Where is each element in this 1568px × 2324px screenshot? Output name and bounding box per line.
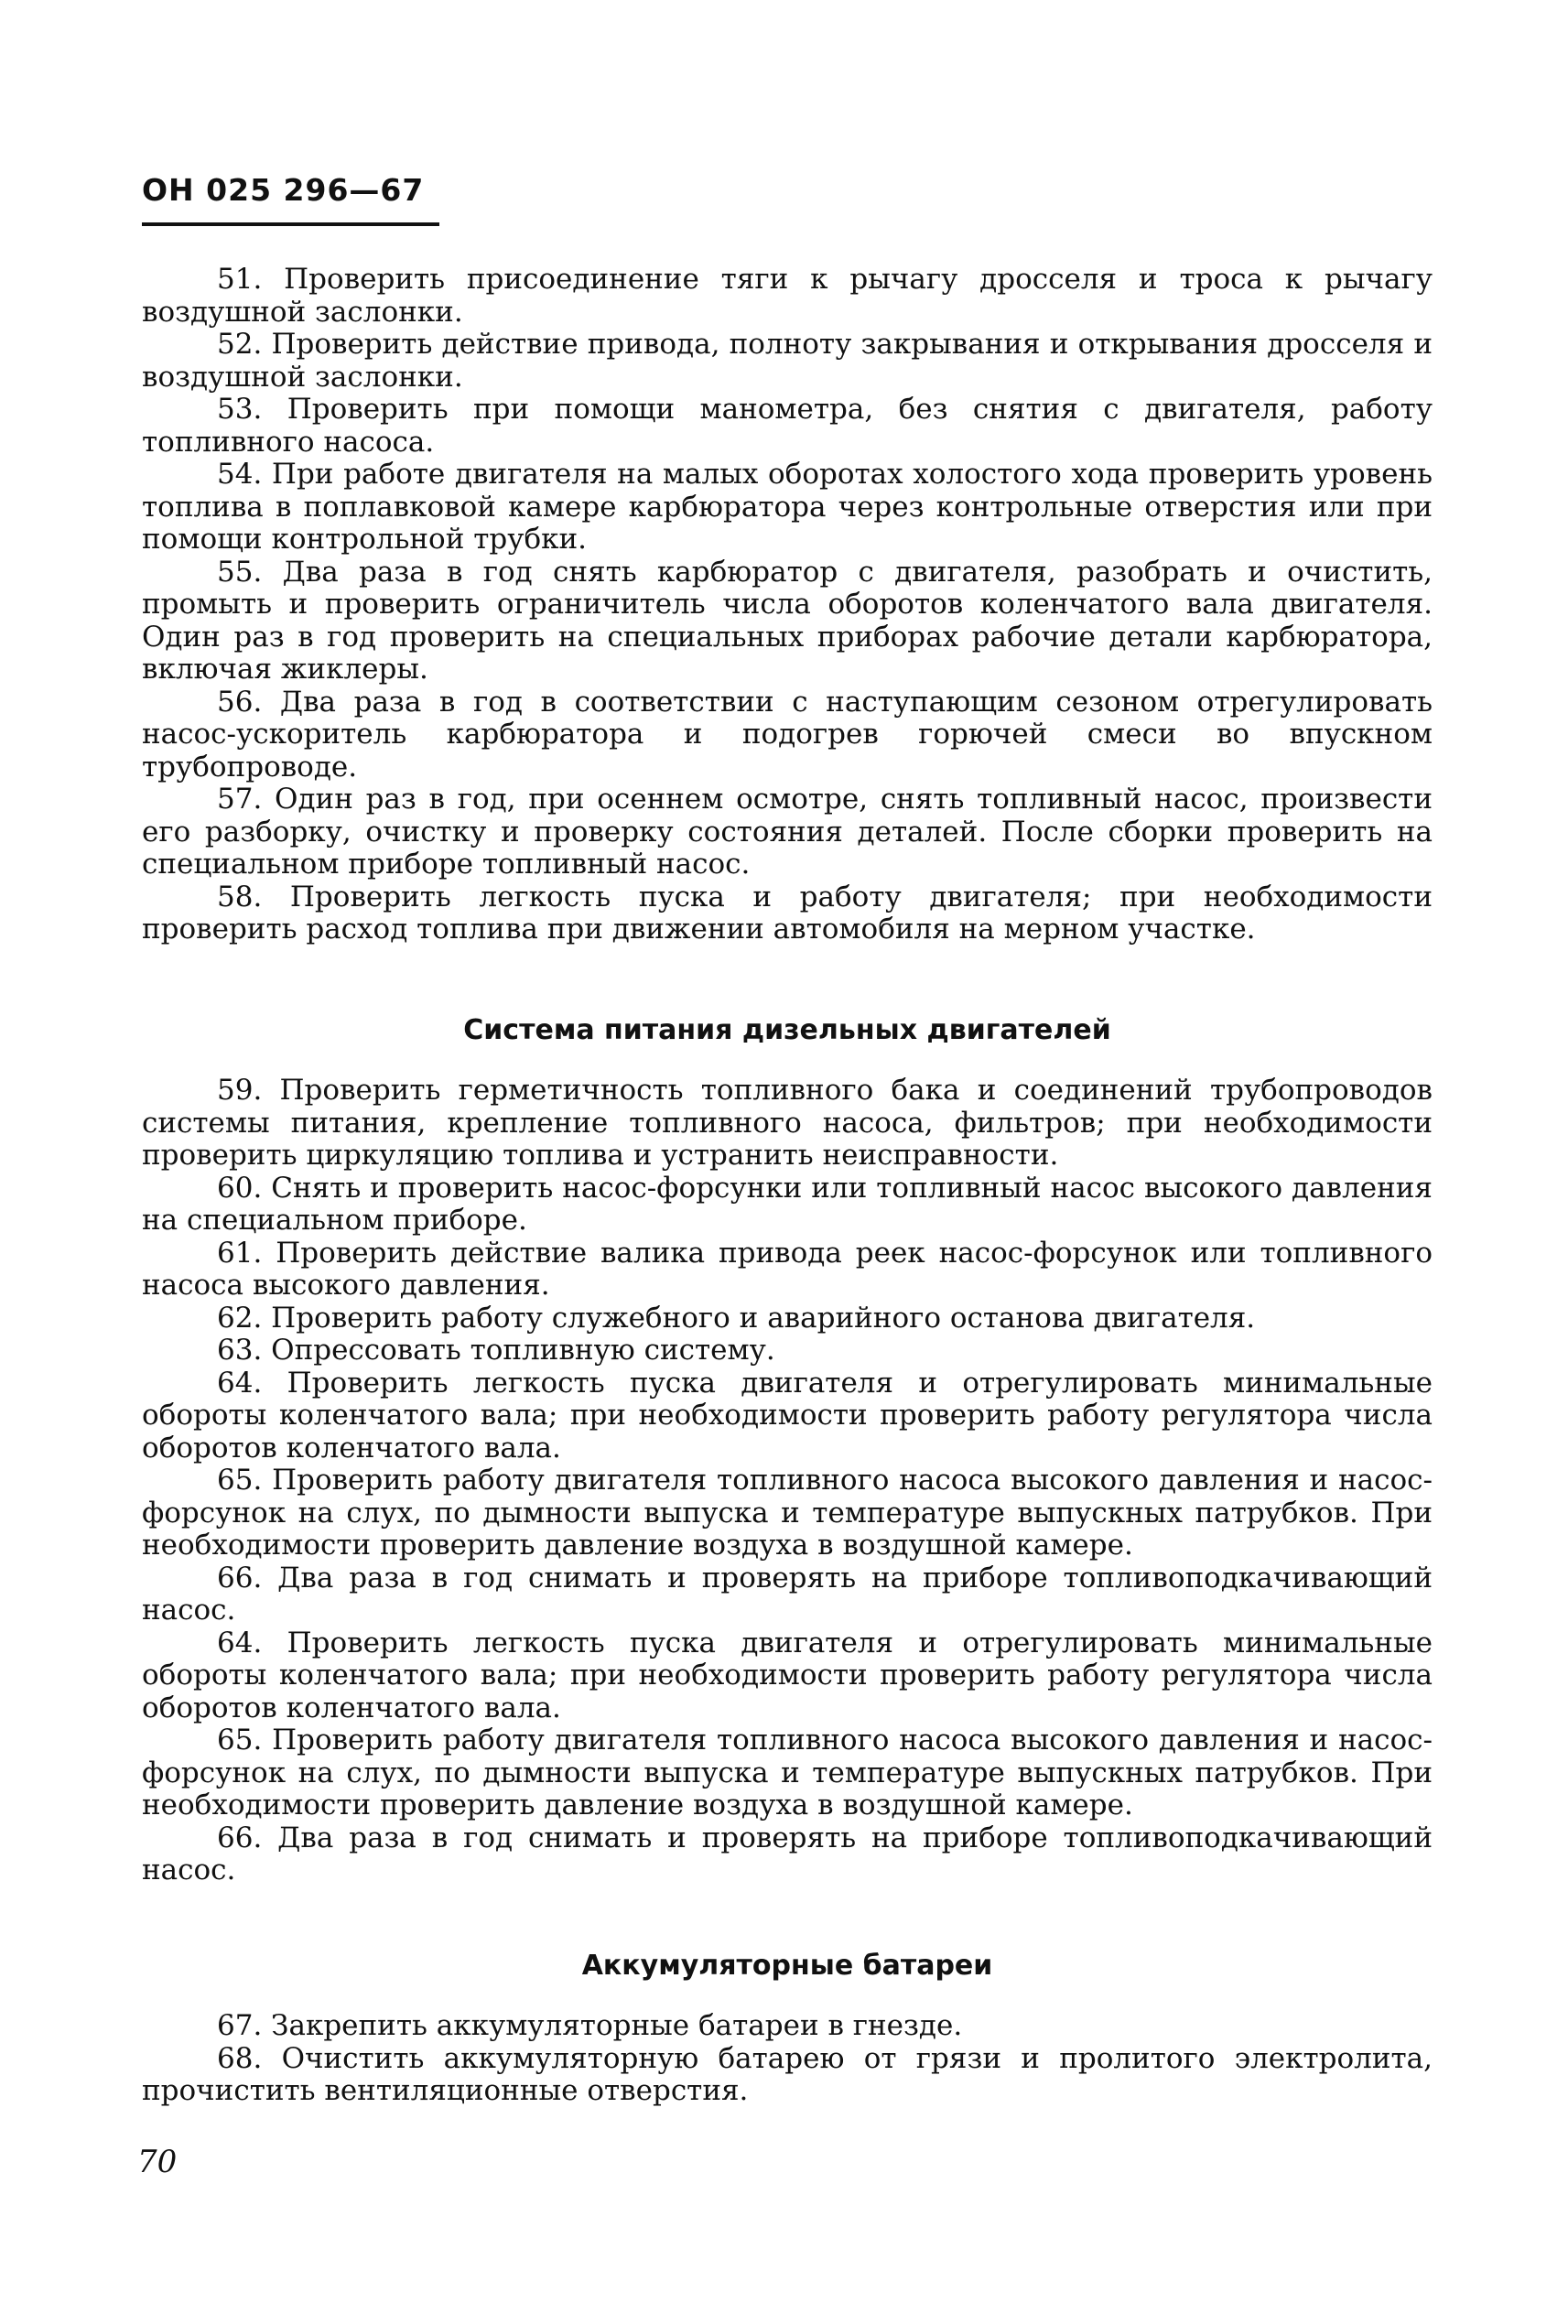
header-rule [142, 222, 439, 226]
paragraph: 59. Проверить герметичность топливного бака и соединений трубопроводов системы питания, крепление топливного насоса, фильтров; при необходимости проверить циркуляцию топлива и устранить неисправности. [142, 1074, 1433, 1172]
paragraph: 64. Проверить легкость пуска двигателя и отрегулировать минимальные обороты коленчатого вала; при необходимости проверить работу регулятора числа оборотов коленчатого вала. [142, 1366, 1433, 1465]
page-number: 70 [137, 2144, 178, 2180]
paragraph: 61. Проверить действие валика привода реек насос-форсунок или топливного насоса высокого давления. [142, 1236, 1433, 1302]
paragraph: 65. Проверить работу двигателя топливного насоса высокого давления и насос-форсунок на слух, по дымности выпуска и температуре выпускных патрубков. При необходимости проверить давление воздуха в воздушной камере. [142, 1724, 1433, 1821]
paragraph: 54. При работе двигателя на малых оборотах холостого хода проверить уровень топлива в поплавковой камере карбюратора через контрольные отверстия или при помощи контрольной трубки. [142, 458, 1433, 556]
section-heading-batteries: Аккумуляторные батареи [581, 1950, 993, 1982]
section-batteries [142, 2010, 1433, 2108]
paragraph: 52. Проверить действие привода, полноту закрывания и открывания дросселя и воздушной заслонки. [142, 328, 1433, 394]
paragraph: 57. Один раз в год, при осеннем осмотре, снять топливный насос, произвести его разборку, очистку и проверку состояния деталей. После сборки проверить на специальном приборе топливный насос. [142, 783, 1433, 881]
paragraph: 60. Снять и проверить насос-форсунки или топливный насос высокого давления на специальном приборе. [142, 1171, 1433, 1237]
paragraph: 53. Проверить при помощи манометра, без снятия с двигателя, работу топливного насоса. [142, 393, 1433, 459]
paragraph: 67. Закрепить аккумуляторные батареи в гнезде. [217, 2009, 963, 2042]
paragraph: 64. Проверить легкость пуска двигателя и отрегулировать минимальные обороты коленчатого вала; при необходимости проверить работу регулятора числа оборотов коленчатого вала. [142, 1626, 1433, 1724]
paragraph: 51. Проверить присоединение тяги к рычагу дросселя и троса к рычагу воздушной заслонки. [142, 263, 1433, 329]
paragraph: 65. Проверить работу двигателя топливного насоса высокого давления и насос-форсунок на слух, по дымности выпуска и температуре выпускных патрубков. При необходимости проверить давление воздуха в воздушной камере. [142, 1464, 1433, 1562]
paragraph: 62. Проверить работу служебного и аварийного останова двигателя. [217, 1301, 1256, 1335]
paragraph: 55. Два раза в год снять карбюратор с двигателя, разобрать и очистить, промыть и проверить ограничитель числа оборотов коленчатого вала двигателя. Один раз в год проверить на специальных приборах рабочие детали карбюратора, включая жиклеры. [142, 555, 1433, 686]
document-code: ОН 025 296—67 [142, 172, 425, 208]
paragraph: 66. Два раза в год снимать и проверять на приборе топливоподкачивающий насос. [142, 1821, 1433, 1886]
paragraph: 63. Опрессовать топливную систему. [217, 1334, 775, 1367]
section-diesel [142, 1075, 1433, 1887]
section-fuel-carburetor [142, 264, 1433, 946]
paragraph: 66. Два раза в год снимать и проверять на приборе топливоподкачивающий насос. [142, 1561, 1433, 1627]
section-heading-diesel: Система питания дизельных двигателей [463, 1014, 1111, 1046]
paragraph: 58. Проверить легкость пуска и работу двигателя; при необходимости проверить расход топлива при движении автомобиля на мерном участке. [142, 880, 1433, 946]
paragraph: 56. Два раза в год в соответствии с наступающим сезоном отрегулировать насос-ускоритель карбюратора и подогрев горючей смеси во впускном трубопроводе. [142, 685, 1433, 784]
paragraph: 68. Очистить аккумуляторную батарею от грязи и пролитого электролита, прочистить вентиляционные отверстия. [142, 2041, 1433, 2107]
